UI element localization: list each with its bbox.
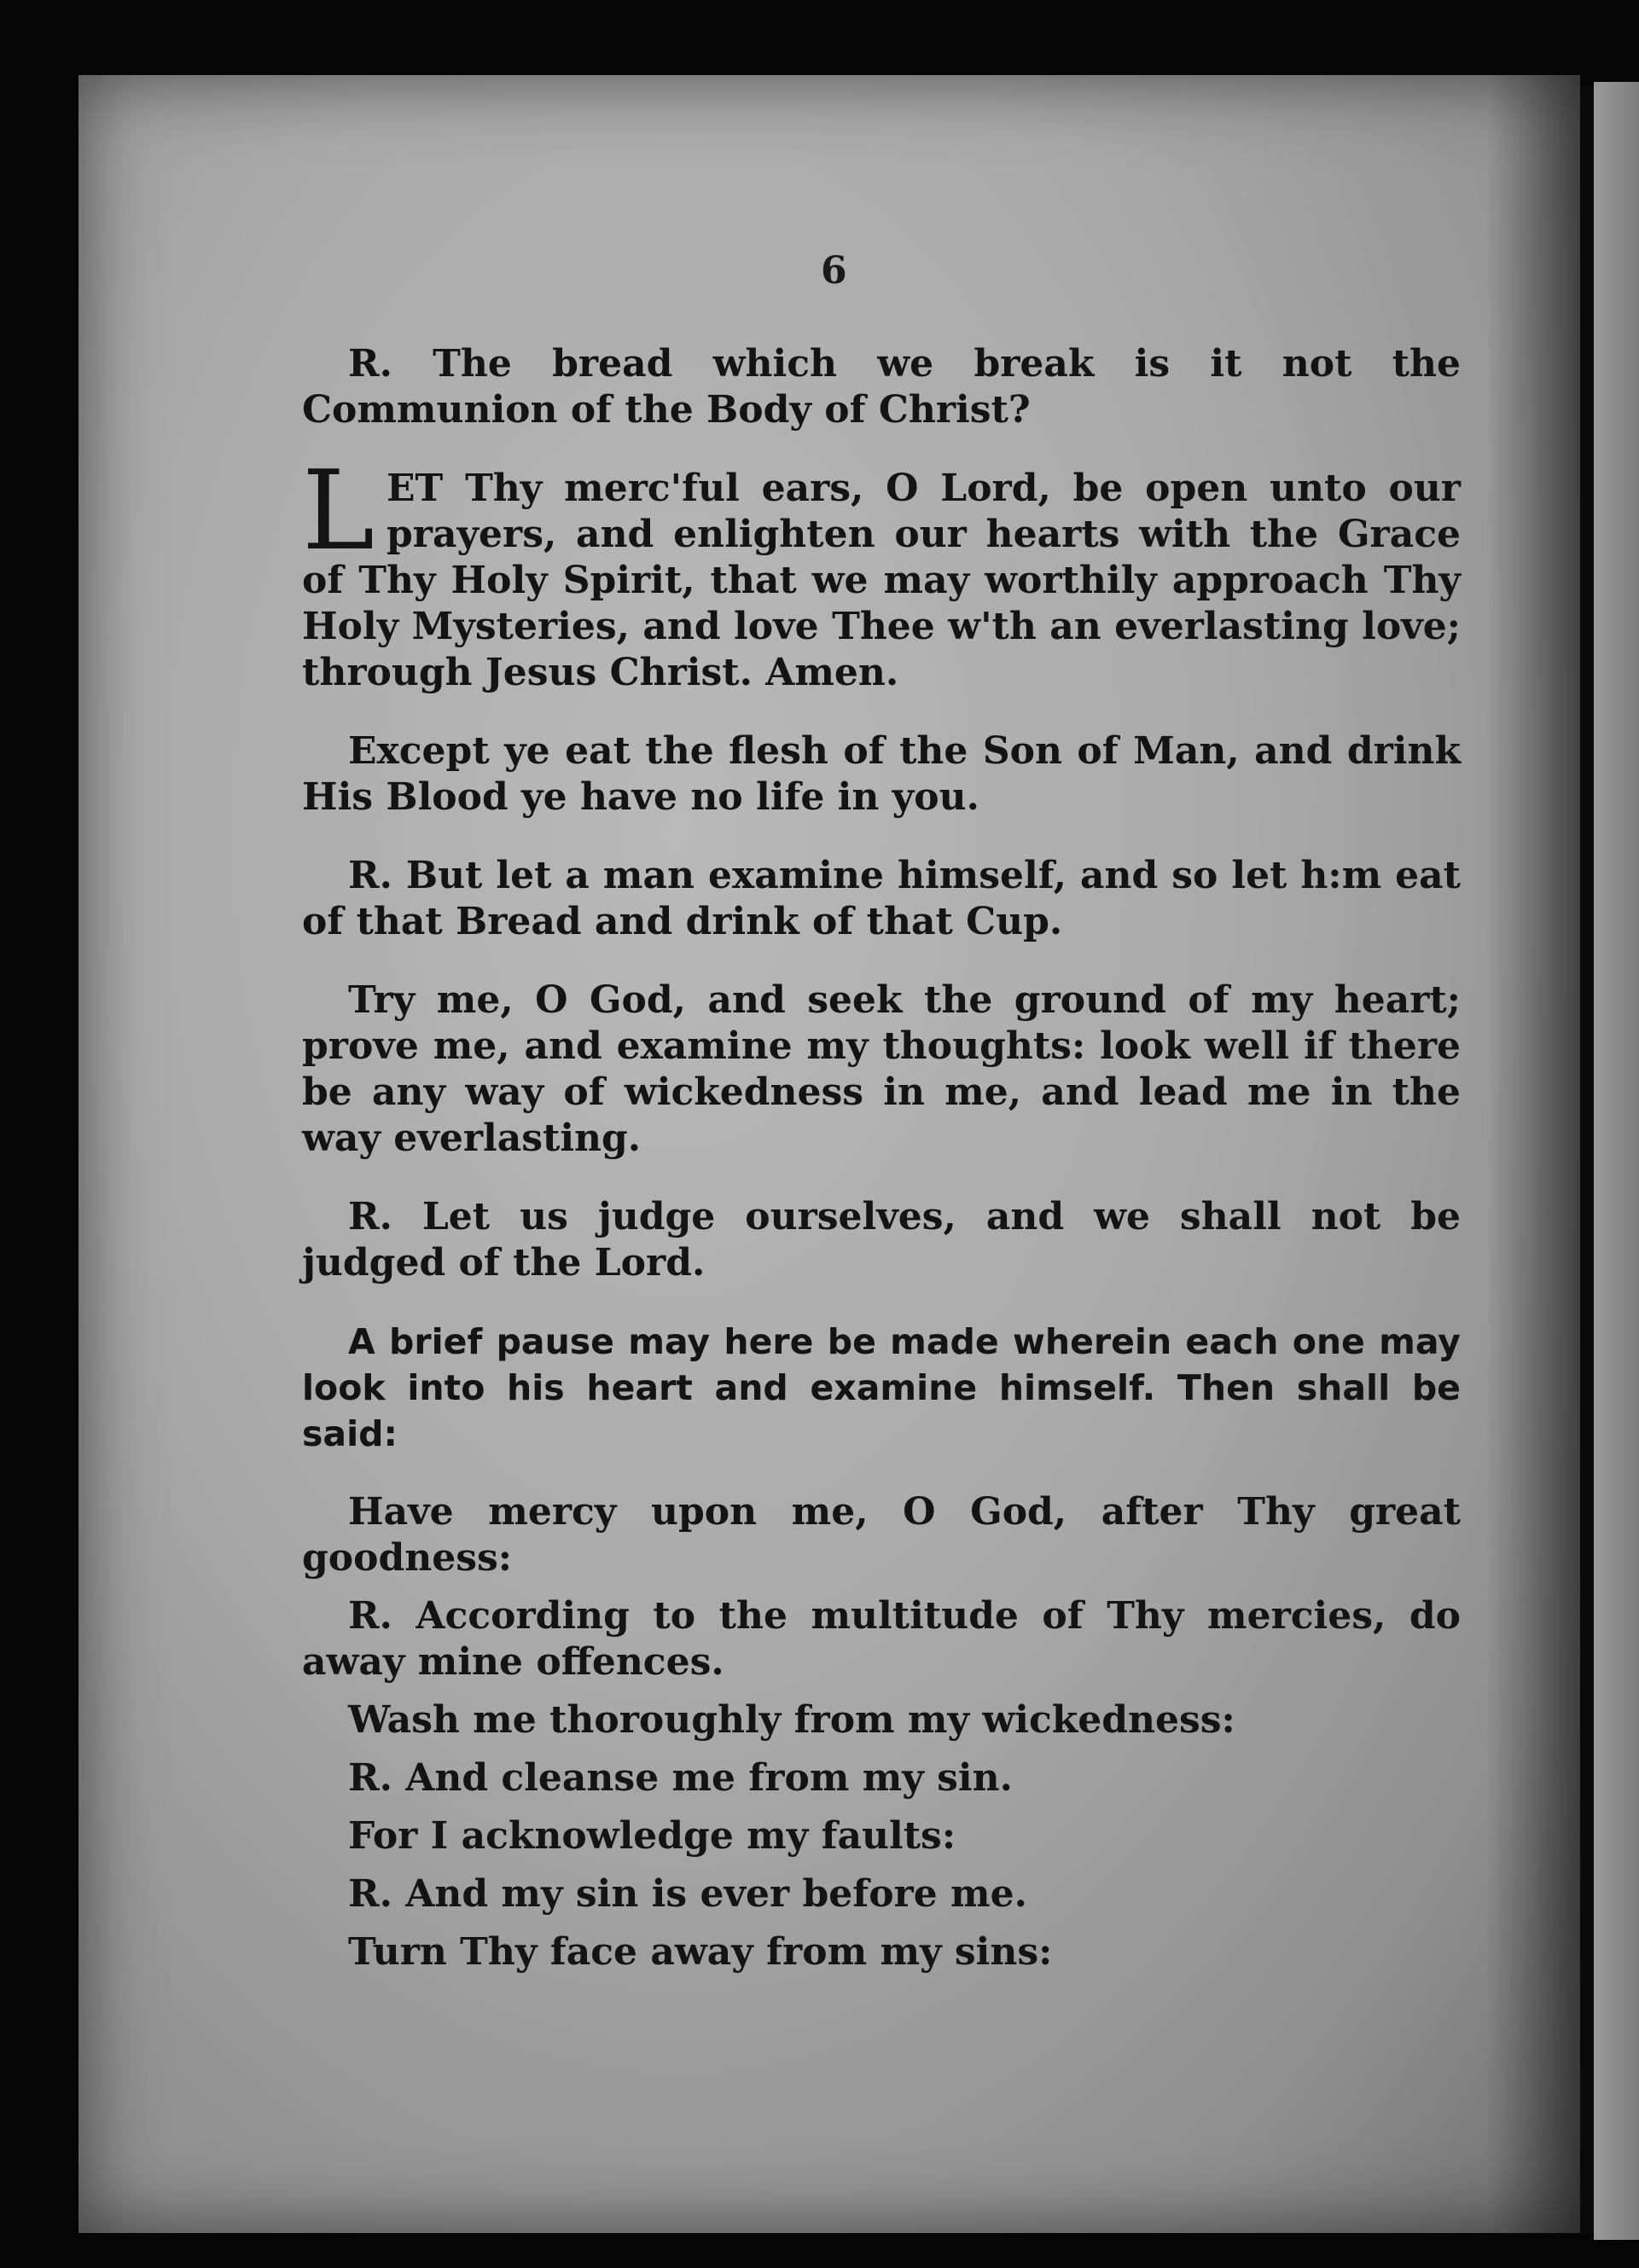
scripture-paragraph: Except ye eat the flesh of the Son of Man, and drink His Blood ye have no life in you. [302,729,1461,819]
versicle: For I acknowledge my faults: [348,1814,956,1858]
book-page [78,75,1580,2233]
rubric-paragraph: A brief pause may here be made wherein each one may look into his heart and examine himself. Then shall be said: [302,1321,1461,1454]
versicle: Turn Thy face away from my sins: [348,1930,1053,1974]
response-versicle: R. According to the multitude of Thy mercies, do away mine offences. [302,1594,1461,1684]
prayer-paragraph [302,448,1461,696]
page-text [302,341,1461,1975]
prayer-text: ET Thy merc'ful ears, O Lord, be open unto our prayers, and enlighten our hearts with the Grace of Thy Holy Spirit, that we may worthily approach Thy Holy Mysteries, and love Thee w'th an everlasting love; through Jesus Christ. Amen. [302,467,1461,694]
psalm-paragraph: Try me, O God, and seek the ground of my heart; prove me, and examine my thoughts: look well if there be any way of wickedness in me, and lead me in the way everlasting. [302,978,1461,1160]
response-paragraph: R. Let us judge ourselves, and we shall not be judged of the Lord. [302,1195,1461,1285]
page-number: 6 [821,249,847,293]
versicle: Have mercy upon me, O God, after Thy great goodness: [302,1490,1461,1580]
response-paragraph: R. But let a man examine himself, and so let h:m eat of that Bread and drink of that Cup. [302,854,1461,943]
response-versicle: R. And my sin is ever before me. [348,1872,1027,1916]
book-gutter [1580,85,1594,2235]
next-page-edge [1594,82,1639,2240]
versicle: Wash me thoroughly from my wickedness: [348,1698,1235,1742]
response-paragraph: R. The bread which we break is it not the Communion of the Body of Christ? [302,342,1461,432]
page-shadow [1486,75,1580,2233]
response-versicle: R. And cleanse me from my sin. [348,1756,1013,1800]
drop-cap: L [302,448,375,575]
